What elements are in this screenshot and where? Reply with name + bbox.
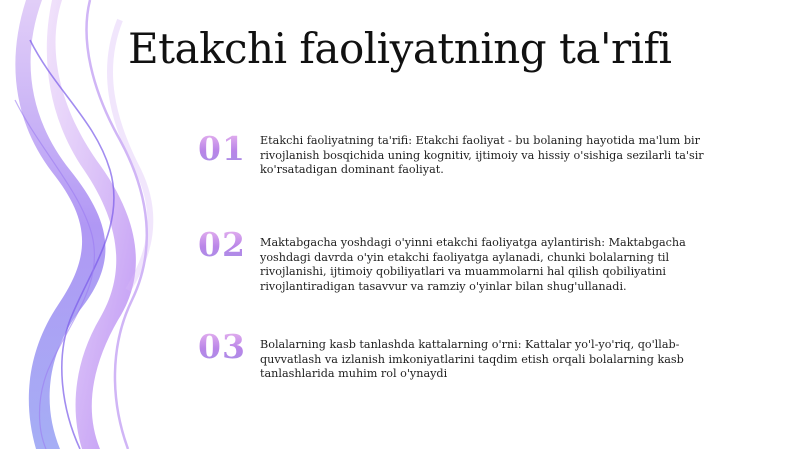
item-number: 03 — [198, 327, 246, 366]
slide-title: Etakchi faoliyatning ta'rifi — [128, 24, 672, 73]
item-text: Maktabgacha yoshdagi o'yinni etakchi faoliyatga aylantirish: Maktabgacha yoshdagi davrda o'yin etakchi faoliyatga aylanadi, chunki bolalarning til rivojlanishi, ijtimoiy qobiliyatlari va muammolarni hal qilish qobiliyatini rivojlantiradigan tasavvur va ramziy o'yinlar bilan shug'ullanadi. — [260, 236, 686, 293]
item-text: Etakchi faoliyatning ta'rifi: Etakchi faoliyat - bu bolaning hayotida ma'lum bir rivojlanish bosqichida uning kognitiv, ijtimoiy va hissiy o'sishiga sezilarli ta'sir ko'rsatadigan dominant faoliyat. — [260, 134, 704, 177]
item-text: Bolalarning kasb tanlashda kattalarning o'rni: Kattalar yo'l-yo'riq, qo'llab-quvvatlash va izlanish imkoniyatlarini taqdim etish orqali bolalarning kasb tanlashlarida muhim rol o'ynaydi — [260, 338, 684, 381]
item-number: 02 — [198, 225, 246, 264]
item-number: 01 — [198, 129, 246, 168]
